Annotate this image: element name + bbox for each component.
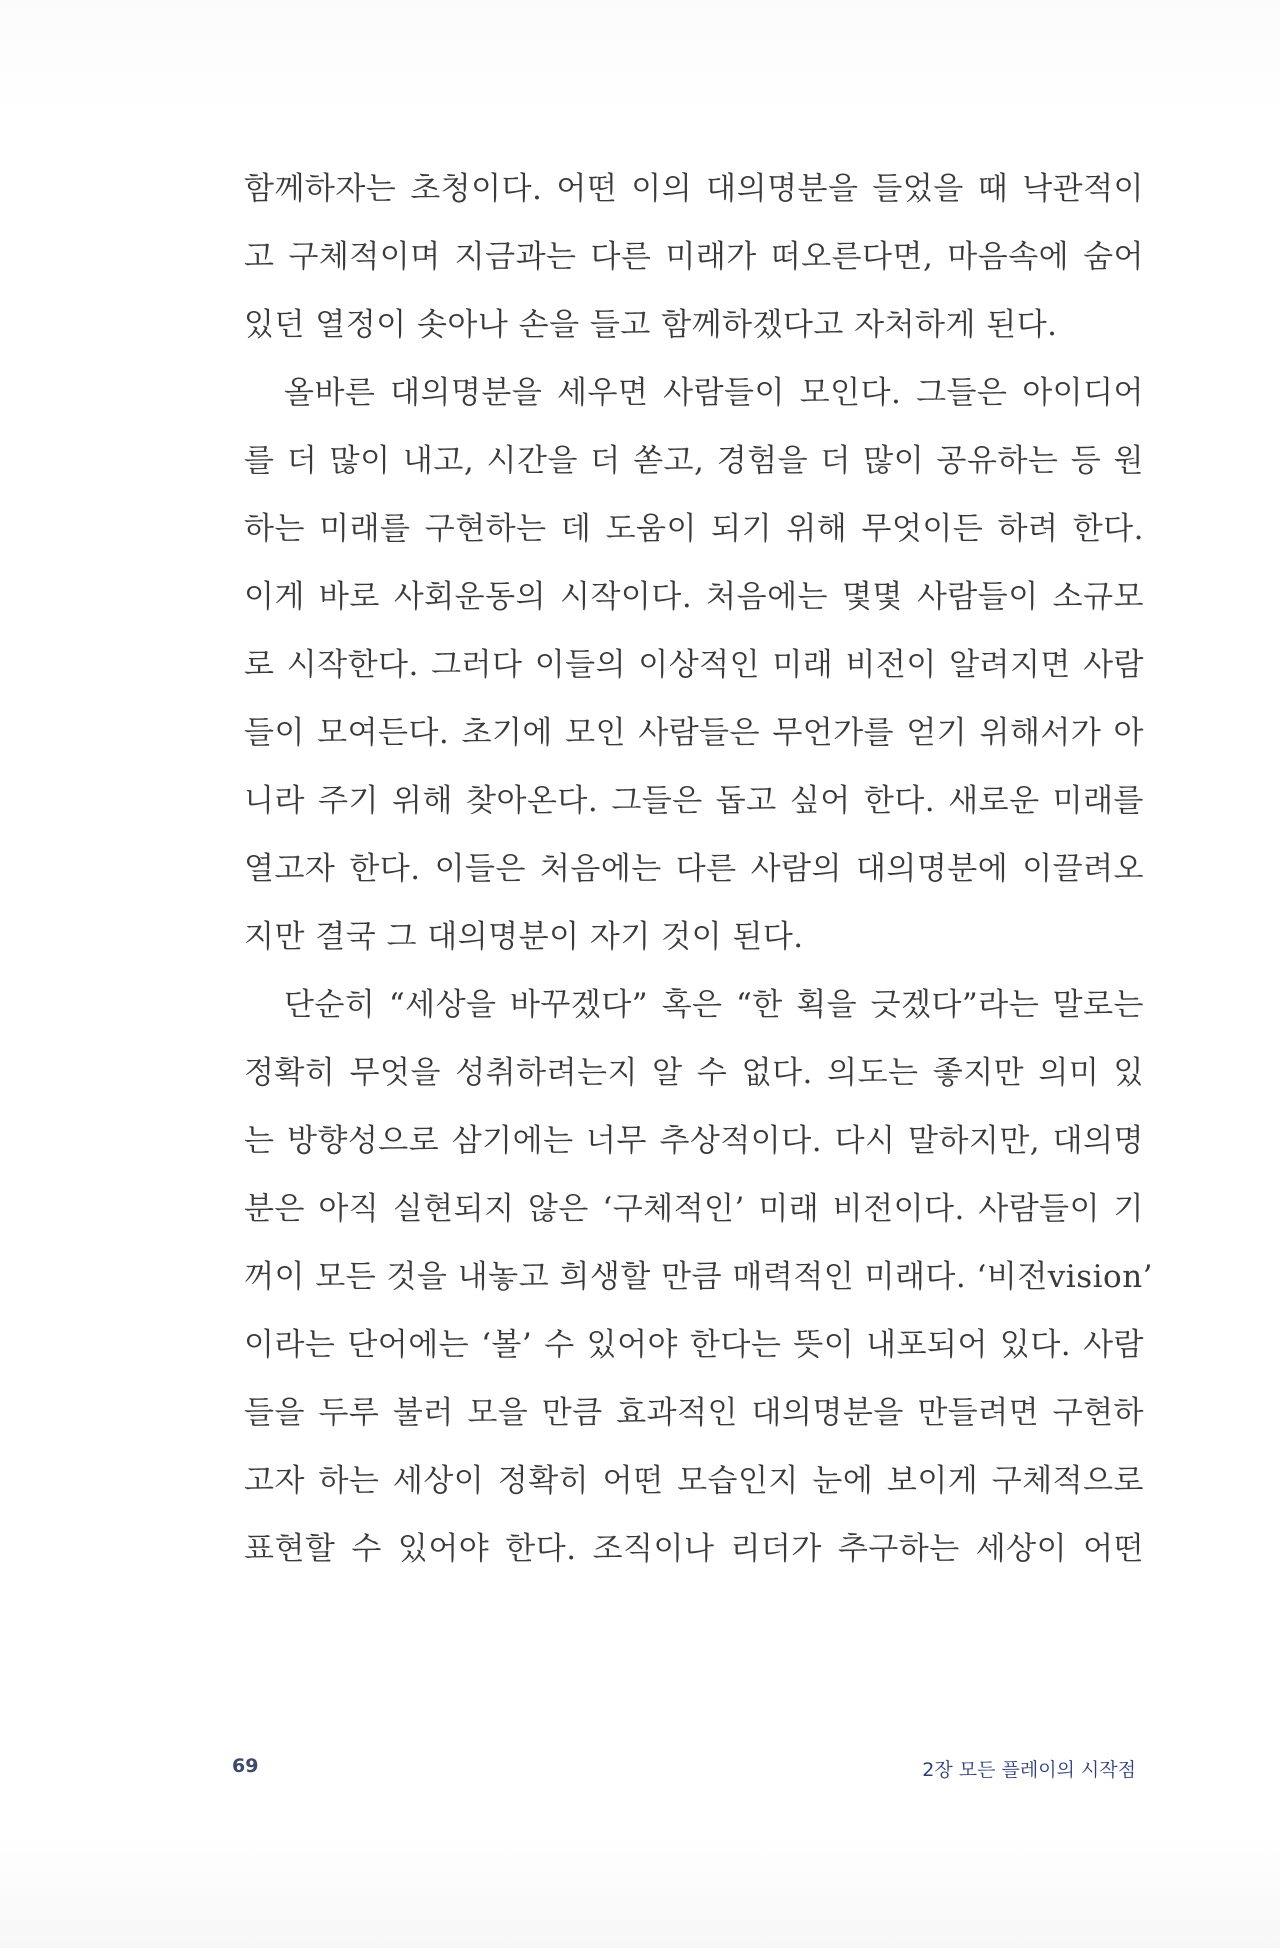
text-line: 분은 아직 실현되지 않은 ‘구체적인’ 미래 비전이다. 사람들이 기 [244,1191,1144,1227]
text-line: 고자 하는 세상이 정확히 어떤 모습인지 눈에 보이게 구체적으로 [244,1463,1144,1499]
text-line: 를 더 많이 내고, 시간을 더 쏟고, 경험을 더 많이 공유하는 등 원 [244,443,1144,479]
text-line: 들이 모여든다. 초기에 모인 사람들은 무언가를 얻기 위해서가 아 [244,715,1144,751]
text-line: 있던 열정이 솟아나 손을 들고 함께하겠다고 자처하게 된다. [244,307,1058,343]
text-line: 니라 주기 위해 찾아온다. 그들은 돕고 싶어 한다. 새로운 미래를 [244,783,1144,819]
text-line: 꺼이 모든 것을 내놓고 희생할 만큼 매력적인 미래다. ‘비전vision’ [244,1259,1154,1295]
page-footer [232,1755,1136,1785]
text-line: 표현할 수 있어야 한다. 조직이나 리더가 추구하는 세상이 어떤 [244,1531,1144,1567]
body-text [244,155,1154,1583]
text-line: 지만 결국 그 대의명분이 자기 것이 된다. [244,919,804,955]
text-line: 이게 바로 사회운동의 시작이다. 처음에는 몇몇 사람들이 소규모 [244,579,1144,615]
text-line: 이라는 단어에는 ‘볼’ 수 있어야 한다는 뜻이 내포되어 있다. 사람 [244,1327,1144,1363]
text-line: 정확히 무엇을 성취하려는지 알 수 없다. 의도는 좋지만 의미 있 [244,1055,1144,1091]
page-number: 69 [232,1755,259,1777]
text-line: 함께하자는 초청이다. 어떤 이의 대의명분을 들었을 때 낙관적이 [244,171,1144,207]
text-line: 로 시작한다. 그러다 이들의 이상적인 미래 비전이 알려지면 사람 [244,647,1144,683]
text-line: 하는 미래를 구현하는 데 도움이 되기 위해 무엇이든 하려 한다. [244,511,1144,547]
text-line: 는 방향성으로 삼기에는 너무 추상적이다. 다시 말하지만, 대의명 [244,1123,1144,1159]
text-line: 고 구체적이며 지금과는 다른 미래가 떠오른다면, 마음속에 숨어 [244,239,1144,275]
text-line: 들을 두루 불러 모을 만큼 효과적인 대의명분을 만들려면 구현하 [244,1395,1144,1431]
running-chapter-title: 2장 모든 플레이의 시작점 [922,1759,1136,1781]
text-line: 열고자 한다. 이들은 처음에는 다른 사람의 대의명분에 이끌려오 [244,851,1144,887]
text-line: 올바른 대의명분을 세우면 사람들이 모인다. 그들은 아이디어 [284,375,1144,411]
text-line: 단순히 “세상을 바꾸겠다” 혹은 “한 획을 긋겠다”라는 말로는 [284,987,1144,1023]
